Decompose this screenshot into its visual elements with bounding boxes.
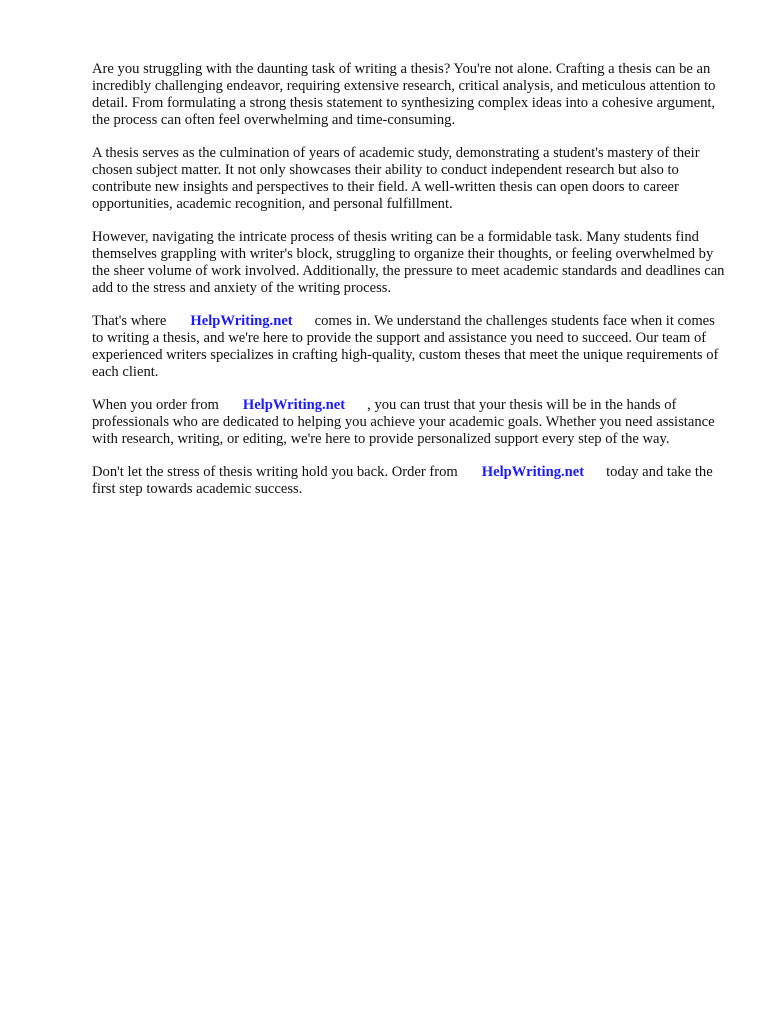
paragraph-text: When you order from — [92, 397, 219, 413]
paragraph-text: , you can trust that your thesis will be in the hands of professionals who are dedicated to helping you achieve your academic goals. Whether you need assistance with research, writing, or editing, we're here to provide personalized support every step of the way. — [92, 397, 715, 447]
paragraph-service-intro — [92, 313, 728, 381]
paragraph-call-to-action — [92, 464, 728, 498]
paragraph-text: That's where — [92, 313, 167, 329]
paragraph-trust — [92, 397, 728, 448]
paragraph-intro: Are you struggling with the daunting task of writing a thesis? You're not alone. Crafting a thesis can be an incredibly challenging endeavor, requiring extensive research, critical analysis, and meticulous attention to detail. From formulating a strong thesis statement to synthesizing complex ideas into a cohesive argument, the process can often feel overwhelming and time-consuming. — [92, 61, 716, 128]
paragraph-text: Don't let the stress of thesis writing hold you back. Order from — [92, 464, 458, 480]
paragraph-challenges: However, navigating the intricate process of thesis writing can be a formidable task. Many students find themselves grappling with writer's block, struggling to organize their thoughts, or feeling overwhelmed by the sheer volume of work involved. Additionally, the pressure to meet academic standards and deadlines can add to the stress and anxiety of the writing process. — [92, 229, 725, 296]
helpwriting-link[interactable]: HelpWriting.net — [481, 464, 585, 480]
paragraph-text: today and take the first step towards academic success. — [92, 464, 713, 497]
document-body — [92, 61, 728, 514]
helpwriting-link[interactable]: HelpWriting.net — [242, 397, 346, 413]
paragraph-text: comes in. We understand the challenges students face when it comes to writing a thesis, and we're here to provide the support and assistance you need to succeed. Our team of experienced writers specializes in crafting high-quality, custom theses that meet the unique requirements of each client. — [92, 313, 719, 380]
helpwriting-link[interactable]: HelpWriting.net — [190, 313, 293, 329]
paragraph-thesis-purpose: A thesis serves as the culmination of years of academic study, demonstrating a student's mastery of their chosen subject matter. It not only showcases their ability to conduct independent research but also to contribute new insights and perspectives to their field. A well-written thesis can open doors to career opportunities, academic recognition, and personal fulfillment. — [92, 145, 700, 212]
